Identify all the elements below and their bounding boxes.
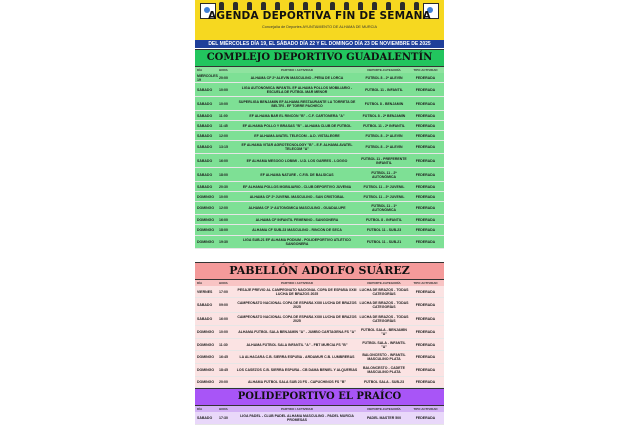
cell-time: 20:30 [219,184,228,189]
section-pabellon-adolfo-suarez [195,262,444,388]
cell-time: 10:00 [219,330,228,334]
table-row [195,97,444,111]
table-row [195,339,444,351]
cell-type: FEDERADA [415,217,436,222]
table-row [195,225,444,236]
cell-category: LUCHA DE BRAZOS - TODAS CATEGORÍAS [359,315,409,323]
cell-category: FÚTBOL 11 - 2ª AUTONÓMICA [371,170,397,179]
cell-time: 20:00 [219,75,228,80]
cell-match: EF ALHAMA POLLO Y BRASAS "B" - ALHAMA CLUB DE FÚTBOL [242,123,352,128]
column-header: TIPO ACTIVIDAD [413,68,438,72]
cell-type: FEDERADA [415,303,436,307]
cell-match: CAMPEONATO NACIONAL COPA DE ESPAÑA XXIII LUCHA DE BRAZOS 2025 [237,301,357,309]
table-header [195,406,444,412]
cell-time: 17:00 [219,289,228,294]
cell-match: LIGA PADEL - CLUB PADEL ALHAMA MASCULINO - PADEL MURCIA PROMESAS [240,414,354,422]
table-header [195,280,444,286]
cell-time: 11:45 [219,123,228,128]
cell-time: 18:00 [219,228,228,232]
cell-type: FEDERADA [415,289,436,294]
cell-type: FEDERADA [415,342,436,347]
table-row [195,131,444,141]
cell-type: FEDERADA [415,194,436,199]
cell-match: LIGA AUTONÓMICA INFANTIL EF ALHAMA POLLOS MOBILIARIO - ESCUELA DE FÚTBOL MAR MENOR [241,85,353,94]
cell-category: PADEL MASTER 500 [366,416,402,420]
cell-day: SÁBADO [197,101,213,106]
cell-type: FEDERADA [415,380,436,384]
cell-category: FÚTBOL 11 - 3ª JUVENIL [363,184,405,189]
cell-category: BALONCESTO - CADETE MASCULINO PLATA [363,366,405,374]
table-header [195,67,444,73]
page-title: AGENDA DEPORTIVA FIN DE SEMANA [208,10,431,22]
cell-time: 10:00 [219,87,228,92]
cell-type: FEDERADA [415,368,436,372]
cell-match: ALHAMA FÚTBOL SALA BENJAMÍN "A" - JUMBO CARTAGENA FS "A" [238,330,356,334]
cell-day: VIERNES [197,289,213,294]
cell-time: 12:00 [219,206,228,210]
cell-time: 19:30 [219,240,228,244]
cell-category: LUCHA DE BRAZOS - TODAS CATEGORÍAS [359,287,409,296]
cell-day: MIÉRCOLES 19 [197,73,218,82]
cell-day: SÁBADO [197,145,213,149]
cell-match: EF ALHAMA NATURE - C.F.B. DE BALSICAS [260,172,334,177]
cell-day: DOMINGO [197,330,215,334]
page-subtitle: Concejalía de Deportes AYUNTAMIENTO DE ALHAMA DE MURCIA [262,25,377,29]
cell-category: FÚTBOL 8 - 2ª ALEVÍN [365,133,403,138]
cell-type: FEDERADA [415,172,436,177]
table-row [195,182,444,192]
section-title: POLIDEPORTIVO EL PRAÍCO [195,388,444,406]
table-row [195,141,444,154]
cell-type: FEDERADA [415,317,436,321]
cell-time: 10:00 [219,194,228,199]
table-row [195,192,444,202]
column-header: PARTIDO / ACTIVIDAD [281,68,313,72]
table-row [195,286,444,298]
cell-category: FÚTBOL SALA - BENJAMÍN "A" [361,328,407,336]
cell-category: FÚTBOL 8 - 2ª BENJAMÍN [362,113,406,118]
cell-day: DOMINGO [197,355,215,359]
cell-day: SÁBADO [197,158,213,163]
cell-type: FEDERADA [415,75,436,80]
cell-time: 16:45 [219,355,228,359]
table-row [195,168,444,182]
table-row [195,313,444,326]
cell-time: 17:30 [219,416,228,420]
cell-day: DOMINGO [197,194,215,199]
cell-time: 10:00 [219,101,228,106]
cell-day: DOMINGO [197,228,215,232]
table-row [195,377,444,388]
cell-category: FÚTBOL 8 - INFANTIL [366,217,402,222]
table-row [195,202,444,215]
agenda-poster [195,0,444,428]
cell-type: FEDERADA [415,355,436,359]
section-polideportivo-praico [195,388,444,425]
cell-type: FEDERADA [415,133,436,138]
cell-day: SÁBADO [197,416,213,420]
column-header: PARTIDO / ACTIVIDAD [281,407,313,411]
cell-day: SÁBADO [197,87,213,92]
cell-day: DOMINGO [197,240,215,244]
cell-time: 13:15 [219,145,228,149]
cell-category: FÚTBOL 11 - SUB-23 [366,228,402,232]
cell-match: EF ALHAMA AVATEL TELECOM - A.D. VISTALEGRE [254,133,340,138]
cell-type: FEDERADA [415,113,436,118]
cell-match: CAMPEONATO NACIONAL COPA DE ESPAÑA XXIII LUCHA DE BRAZOS 2025 [237,315,357,323]
cell-time: 18:00 [219,172,228,177]
cell-type: FEDERADA [415,206,436,210]
cell-category: FÚTBOL 11 - SUB-21 [366,240,402,244]
cell-match: EF ALHAMA VITAR AGROTECNOLOGY "B" - E.F. ALHAMA AVATEL TELECOM "A" [241,143,353,151]
cell-match: ALHAMA CF 2ª JUVENIL MASCULINO - SAN CRISTOBAL [249,194,345,199]
cell-match: LOS CASEZOS C.B. SIERRA ESPUÑA - CB DAMA BENIEL Y ALQUERÍAS [236,368,358,372]
cell-category: FÚTBOL 8 - BENJAMÍN [364,101,404,106]
cell-category: FÚTBOL 11 - PREFERENTE INFANTIL [361,156,407,165]
cell-day: DOMINGO [197,206,215,210]
cell-day: SÁBADO [197,113,213,118]
table-row [195,111,444,121]
column-header: DEPORTE-CATEGORÍA [367,407,401,411]
cell-type: FEDERADA [415,87,436,92]
cell-type: FEDERADA [415,158,436,163]
cell-time: 12:00 [219,133,228,138]
cell-match: ALHAMA FÚTBOL SALA SUB 23 FS - CAPUCHINOS FS "B" [247,380,347,384]
table-row [195,236,444,249]
cell-type: FEDERADA [415,228,436,232]
cell-day: SÁBADO [197,172,213,177]
cell-day: DOMINGO [197,342,215,347]
column-header: DÍA [197,281,203,285]
cell-time: 20:00 [219,380,228,384]
section-title: COMPLEJO DEPORTIVO GUADALENTÍN [195,49,444,67]
table-row [195,215,444,225]
cell-type: FEDERADA [415,184,436,189]
cell-category: FÚTBOL 11 - 2ª INFANTIL [363,123,405,128]
cell-category: FÚTBOL 8 - 2ª ALEVÍN [365,145,403,149]
cell-type: FEDERADA [415,123,436,128]
table-row [195,326,444,339]
column-header: HORA [219,407,228,411]
cell-time: 11:00 [219,113,228,118]
cell-match: EF ALHAMA MESOGO LOBIMI - U.D. LOS GARRES - LOGGO [246,158,348,163]
cell-category: BALONCESTO - INFANTIL MASCULINO PLATA [362,353,406,361]
cell-type: FEDERADA [415,101,436,106]
table-row [195,298,444,313]
column-header: HORA [219,281,228,285]
sports-silhouettes-icon [219,2,419,10]
cell-match: LA ALHACARA C.B. SIERRA ESPUÑA - ARDAMUR C.B. LUMBRERAS [239,355,355,359]
cell-day: SÁBADO [197,303,213,307]
cell-match: SUPERLIGA BENJAMÍN EF ALHAMA RESTAURANTE LA TORRETA DE BELTRÍ - EF TORRE PACHECO [238,99,356,108]
cell-type: FEDERADA [415,240,436,244]
poster-header [195,0,444,40]
section-title: PABELLÓN ADOLFO SUÁREZ [195,262,444,280]
cell-type: FEDERADA [415,416,436,420]
cell-type: FEDERADA [415,330,436,334]
cell-day: SÁBADO [197,123,213,128]
cell-category: FÚTBOL 8 - 2ª ALEVÍN [365,75,403,80]
cell-type: FEDERADA [415,145,436,149]
column-header: DEPORTE-CATEGORÍA [367,68,401,72]
cell-match: PESAJE PREVIO AL CAMPEONATO NACIONAL COPA DE ESPAÑA XXIII LUCHA DE BRAZOS 2025 [237,287,357,296]
date-banner: DEL MIÉRCOLES DÍA 19, EL SÁBADO DÍA 22 Y EL DOMINGO DÍA 23 DE NOVIEMBRE DE 2025 [195,40,444,48]
table-row [195,121,444,131]
column-header: DEPORTE-CATEGORÍA [367,281,401,285]
cell-match: ALHAMA FÚTBOL SALA INFANTIL "A" - FBT MURCIA FS "B" [246,342,348,347]
cell-category: FÚTBOL SALA - INFANTIL "A" [362,340,406,349]
cell-match: ALHAMA CF SUB-23 MASCULINO - RINCÓN DE SECA [252,228,342,232]
cell-time: 11:30 [219,342,228,347]
cell-category: LUCHA DE BRAZOS - TODAS CATEGORÍAS [359,301,409,309]
cell-match: ALHAMA CF 2ª ALEVÍN MASCULINO - PEÑA DE LORCA [250,75,344,80]
cell-day: DOMINGO [197,217,215,222]
cell-time: 18:45 [219,368,228,372]
cell-day: SÁBADO [197,133,213,138]
cell-match: LIGA SUB-21 EF ALHAMA PODIUM - POLIDEPORTIVO ATLÉTICO SANGONERA [243,238,351,246]
cell-match: EF ALHAMA BAR EL RINCÓN "B" - C.F. CARTONERA "A" [249,113,345,118]
column-header: TIPO ACTIVIDAD [413,281,438,285]
cell-match: ALHAMA CF INFANTIL FEMENINO - SANGONERA [255,217,339,222]
table-row [195,364,444,377]
cell-match: EF ALHAMA POLLOS MOBILIARIO - CLUB DEPORTIVO JUVENIA [242,184,352,189]
cell-day: DOMINGO [197,380,215,384]
column-header: DÍA [197,68,203,72]
cell-day: SÁBADO [197,317,213,321]
table-row [195,83,444,97]
table-row [195,154,444,168]
column-header: TIPO ACTIVIDAD [413,407,438,411]
cell-category: FÚTBOL 11 - 1ª AUTONÓMICA [371,204,397,212]
cell-category: FÚTBOL SALA - SUB-23 [363,380,405,384]
cell-time: 09:00 [219,303,228,307]
column-header: DÍA [197,407,203,411]
section-complejo-guadalentin [195,49,444,249]
table-row [195,412,444,425]
cell-day: DOMINGO [197,368,215,372]
table-row [195,351,444,364]
column-header: HORA [219,68,228,72]
cell-category: FÚTBOL 11 - INFANTIL [365,87,403,92]
cell-time: 16:00 [219,217,228,222]
cell-category: FÚTBOL 11 - 2ª JUVENIL [363,194,405,199]
table-row [195,73,444,83]
cell-match: ALHAMA CF 1ª AUTONÓMICA MASCULINO - GUADALUPE [248,206,346,210]
column-header: PARTIDO / ACTIVIDAD [281,281,313,285]
cell-time: 16:00 [219,317,228,321]
cell-time: 16:00 [219,158,228,163]
cell-day: SÁBADO [197,184,213,189]
